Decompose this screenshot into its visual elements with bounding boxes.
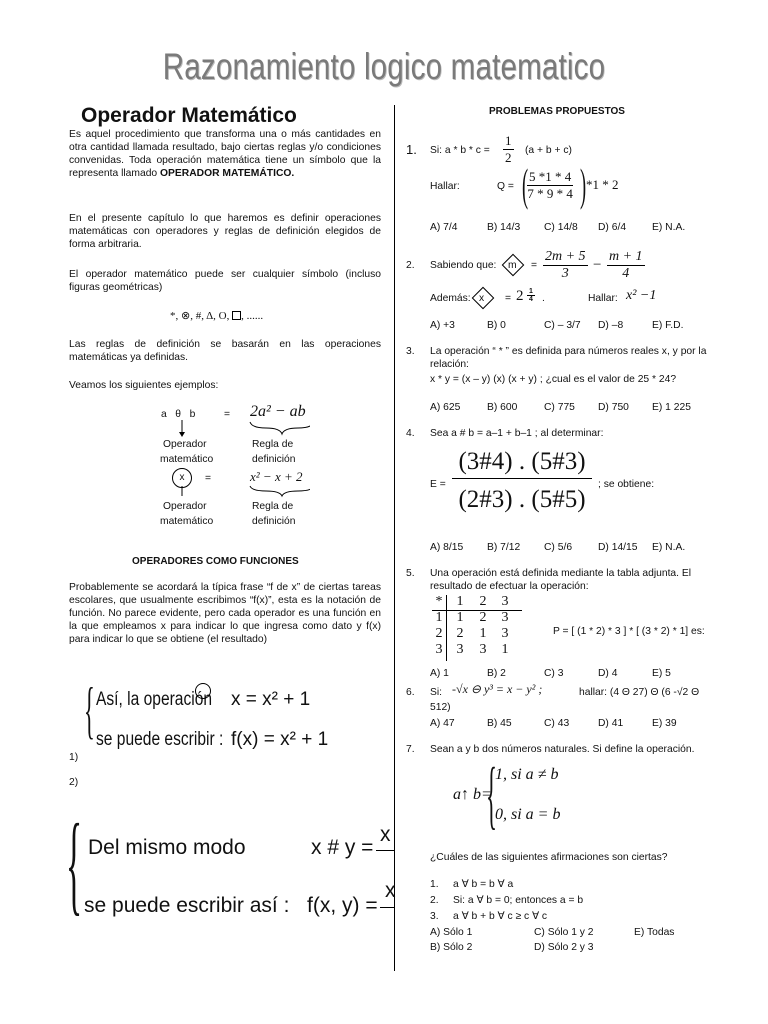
- formula-2-cut-2: x: [385, 879, 396, 902]
- column-divider: [394, 105, 395, 971]
- symbols-list: *, ⊗, #, Δ, O, , ......: [170, 310, 264, 322]
- q7-question: ¿Cuáles de las siguientes afirmaciones son ciertas?: [430, 852, 668, 863]
- q7-brace: {: [486, 753, 497, 837]
- formula-1-line-2: se puede escribir :: [96, 729, 224, 750]
- q2-fraction-1: $\frac{2m + 5}{3}$: [545, 249, 586, 281]
- intro-paragraph: Es aquel procedimiento que transforma una o más cantidades en otra cantidad llamada resultado, bajo ciertas reglas y/o condiciones convenidas. Toda operación matemática tiene un símbolo que la representa llamado OPERADOR MATEMÁTICO.: [69, 129, 381, 179]
- formula-1-expr-2: f(x) = x² + 1: [231, 729, 329, 750]
- example-2-rule: x² − x + 2: [250, 469, 303, 484]
- q1-tail: *1 * 2: [586, 177, 619, 192]
- formula-1-expr-1: x = x² + 1: [231, 689, 311, 710]
- table-cell: 2: [479, 594, 487, 609]
- brace-2: {: [66, 802, 83, 926]
- formula-2-cut-1: x: [380, 823, 391, 846]
- q7-item-1-num: 1.: [430, 879, 439, 890]
- q6-expression: -√x ⊖ y³ = x − y² ;: [452, 682, 543, 696]
- rule-label-b: Regla de: [252, 501, 294, 512]
- paragraph-5: Veamos los siguientes ejemplos:: [69, 380, 219, 391]
- q2-dot: .: [542, 293, 545, 304]
- q7-option-a: A) Sólo 1: [430, 927, 473, 938]
- q7-item-2: Si: a ∀ b = 0; entonces a = b: [453, 895, 584, 906]
- q3-expression: x * y = (x – y) (x) (x + y) ; ¿cual es el valor de 25 * 24?: [430, 374, 677, 385]
- table-cell: 1: [435, 610, 443, 625]
- q1-hallar: Hallar:: [430, 181, 460, 192]
- subheading: OPERADORES COMO FUNCIONES: [132, 556, 299, 567]
- q5-options: A) 1 B) 2 C) 3 D) 4 E) 5: [430, 668, 671, 679]
- table-cell: 1: [456, 610, 464, 625]
- page-title: Razonamiento logico matematico: [162, 46, 606, 87]
- q3-number: 3.: [406, 346, 415, 357]
- rule-label-2: definición: [252, 454, 296, 465]
- paragraph-2: En el presente capítulo lo que haremos es definir operaciones matemáticas con operadores y reglas de definición elegidos de forma arbitraria.: [69, 213, 381, 250]
- section-heading: Operador Matemático: [81, 104, 297, 127]
- q6-tail: 512): [430, 702, 451, 713]
- q7-option-b: B) Sólo 2: [430, 942, 473, 953]
- table-cell: 2: [479, 610, 487, 625]
- q2-sym2: x: [479, 293, 485, 304]
- table-cell: 3: [501, 626, 509, 641]
- q2-expression: x² −1: [626, 288, 657, 303]
- q2-ademas: Además:: [430, 293, 471, 304]
- operator-label-b: Operador: [163, 501, 207, 512]
- q2-value: 2: [516, 288, 524, 304]
- q7-item-3: a ∀ b + b ∀ c ≥ c ∀ c: [453, 911, 548, 922]
- operator-label-2: matemático: [160, 454, 214, 465]
- example-2-brace: [170, 484, 310, 500]
- q1-fraction: $\frac{1}{2}$: [505, 133, 512, 165]
- example-1-equals: =: [224, 409, 231, 420]
- marker-2: 2): [69, 777, 79, 788]
- q6-hallar: hallar: (4 Θ 27) Θ (6 -√2 Θ: [579, 687, 700, 698]
- q4-numerator: (3#4) . (5#3): [452, 448, 592, 479]
- example-2-equals: =: [205, 473, 212, 484]
- q7-case-2: 0, si a = b: [495, 806, 561, 823]
- table-cell: 1: [479, 626, 487, 641]
- table-cell: 3: [479, 642, 487, 657]
- q7-option-d: D) Sólo 2 y 3: [534, 942, 594, 953]
- table-cell: 1: [501, 642, 509, 657]
- q2-sym: m: [508, 260, 517, 271]
- q2-number: 2.: [406, 260, 415, 271]
- q1-options: A) 7/4 B) 14/3 C) 14/8 D) 6/4 E) N.A.: [430, 222, 686, 233]
- formula-1-line-1: Así, la operación: [96, 689, 213, 710]
- q1-post: (a + b + c): [525, 145, 572, 156]
- operator-label-b-2: matemático: [160, 516, 214, 527]
- example-1-arrows: [170, 418, 310, 440]
- q4-text: Sea a # b = a–1 + b–1 ; al determinar:: [430, 428, 604, 439]
- q2-eq: =: [531, 260, 538, 271]
- table-cell: 1: [456, 594, 464, 609]
- table-cell: *: [435, 594, 443, 609]
- table-cell: 3: [435, 642, 443, 657]
- q6-pre: Si:: [430, 687, 443, 698]
- brace-1: {: [84, 674, 95, 745]
- table-cell: 3: [456, 642, 464, 657]
- operator-label: Operador: [163, 439, 207, 450]
- q7-option-e: E) Todas: [634, 927, 675, 938]
- q4-number: 4.: [406, 428, 415, 439]
- paragraph-4: Las reglas de definición se basarán en las operaciones matemáticas ya definidas.: [69, 339, 381, 363]
- q7-number: 7.: [406, 744, 415, 755]
- fraction-bar-2: [380, 907, 394, 908]
- q2-fraction-2: $\frac{m + 1}{4}$: [609, 249, 643, 281]
- q5-operation-table: [432, 595, 522, 663]
- q5-text: Una operación está definida mediante la tabla adjunta. El resultado de efectuar la operación:: [430, 568, 692, 592]
- q2-value-fraction: $\frac{1}{4}$: [529, 288, 533, 303]
- q3-text: La operación “ * ” es definida para números reales x, y por la relación:: [430, 346, 707, 370]
- example-1-expression: a θ b: [161, 409, 196, 420]
- q6-number: 6.: [406, 687, 415, 698]
- q2-pre: Sabiendo que:: [430, 260, 497, 271]
- example-1-rule: 2a² − ab: [250, 403, 306, 420]
- q7-item-3-num: 3.: [430, 911, 439, 922]
- table-cell: 2: [456, 626, 464, 641]
- q7-option-c: C) Sólo 1 y 2: [534, 927, 594, 938]
- q7-item-1: a ∀ b = b ∀ a: [453, 879, 514, 890]
- circle-operator-icon: x: [172, 468, 192, 488]
- circle-operator-icon: [195, 683, 211, 699]
- q2-options: A) +3 B) 0 C) – 3/7 D) –8 E) F.D.: [430, 320, 684, 331]
- marker-1: 1): [69, 752, 79, 763]
- q4-post: ; se obtiene:: [598, 479, 655, 490]
- table-cell: 3: [501, 594, 509, 609]
- rule-label-b-2: definición: [252, 516, 296, 527]
- q5-p-expression: P = [ (1 * 2) * 3 ] * [ (3 * 2) * 1] es:: [553, 626, 705, 637]
- paragraph-3: El operador matemático puede ser cualquier símbolo (incluso figuras geométricas): [69, 269, 381, 293]
- q4-denominator: (2#3) . (5#5): [458, 486, 586, 513]
- table-cell: 2: [435, 626, 443, 641]
- q2-eq2: =: [505, 293, 512, 304]
- q5-number: 5.: [406, 568, 415, 579]
- q1-q-eq: Q =: [497, 181, 514, 192]
- rule-label: Regla de: [252, 439, 294, 450]
- q4-e-eq: E =: [430, 479, 446, 490]
- q3-options: A) 625 B) 600 C) 775 D) 750 E) 1 225: [430, 402, 691, 413]
- fraction-bar-1: [376, 850, 394, 851]
- square-symbol-icon: [232, 311, 241, 320]
- q7-text: Sean a y b dos números naturales. Si define la operación.: [430, 744, 695, 755]
- table-cell: 3: [501, 610, 509, 625]
- q7-case-1: 1, si a ≠ b: [495, 766, 559, 783]
- q1-brace: (: [522, 159, 529, 210]
- q2-hallar: Hallar:: [588, 293, 618, 304]
- formula-2-line-1: Del mismo modo: [88, 836, 246, 859]
- q1-inner-fraction: $\frac{5 *1 * 4}{7 * 9 * 4}$: [527, 169, 573, 201]
- q6-options: A) 47 B) 45 C) 43 D) 41 E) 39: [430, 718, 677, 729]
- q4-options: A) 8/15 B) 7/12 C) 5/6 D) 14/15 E) N.A.: [430, 542, 686, 553]
- q1-number: 1.: [406, 142, 417, 157]
- q1-brace-right: ): [580, 159, 587, 210]
- formula-2-line-2: se puede escribir así :: [84, 894, 290, 917]
- q7-item-2-num: 2.: [430, 895, 439, 906]
- q1-statement: Si: a * b * c =: [430, 145, 490, 156]
- problems-heading: PROBLEMAS PROPUESTOS: [489, 106, 625, 117]
- q2-minus: −: [593, 257, 602, 273]
- paragraph-6: Probablemente se acordará la típica frase “f de x” de ciertas tareas escolares, que usualmente escribimos “f(x)”, esta es la notación de función. No parece evidente, pero cada operador es una función en la que empleamos x para indicar lo que ingresa como dato y f(x) para indicar lo que se obtiene (el resultado): [69, 582, 381, 645]
- formula-2-expr-2: f(x, y) =: [307, 894, 378, 917]
- formula-2-expr-1: x # y =: [311, 836, 374, 859]
- q7-lhs: a↑ b=: [453, 786, 492, 803]
